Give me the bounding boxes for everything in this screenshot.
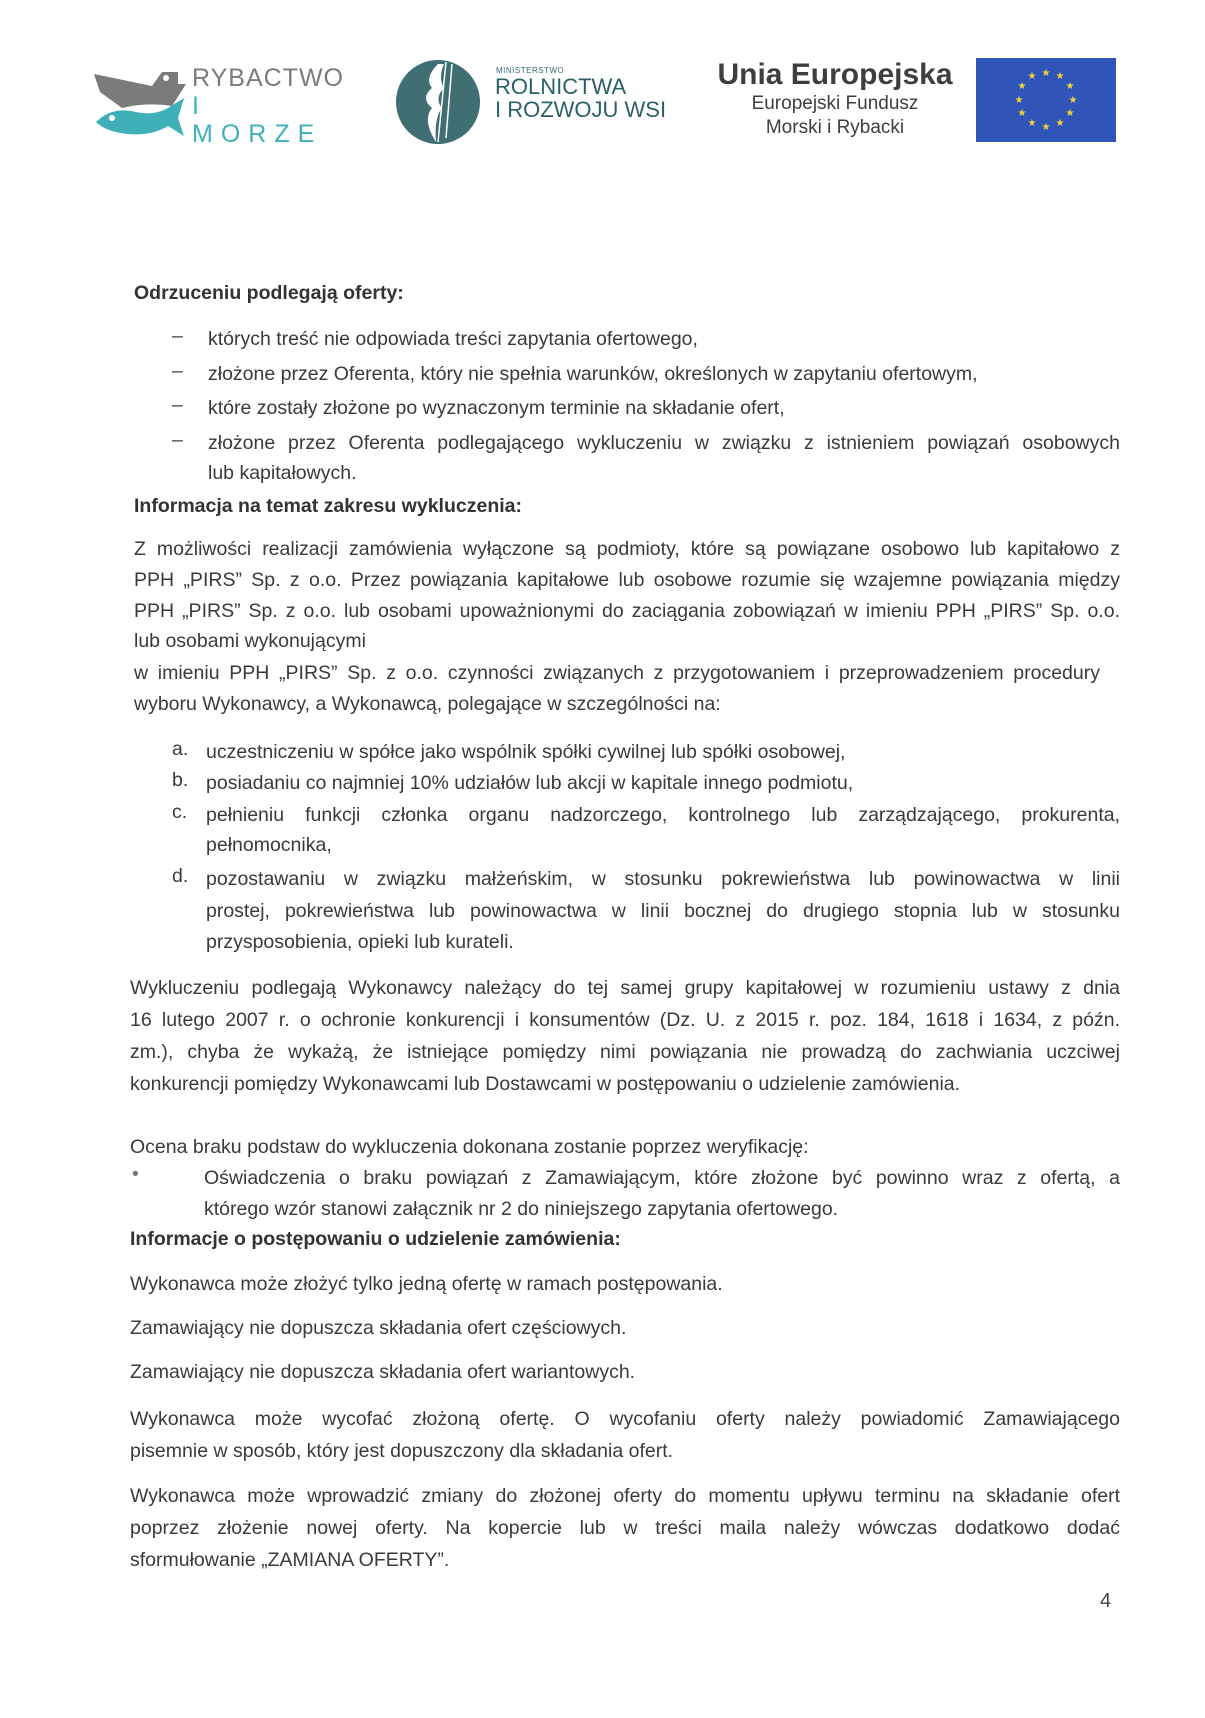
dash-marker: – [172,325,183,347]
list-marker-a: a. [172,738,189,760]
paragraph-line: sformułowanie „ZAMIANA OFERTY”. [130,1549,450,1571]
svg-text:★: ★ [1027,71,1037,82]
paragraph-line: wyboru Wykonawcy, a Wykonawcą, polegające w szczególności na: [134,693,721,715]
logo-ministerstwo-line2: I ROZWOJU WSI [495,97,667,122]
paragraph-line: 16 lutego 2007 r. o ochronie konkurencji i konsumentów (Dz. U. z 2015 r. poz. 184, 1618 i 1634, z późn. [130,1009,1120,1031]
boat-fish-icon [92,62,187,142]
svg-text:★: ★ [1014,95,1024,106]
list-item-continuation: lub kapitałowych. [208,462,357,484]
eu-flag-icon [976,58,1116,142]
svg-text:★: ★ [1055,118,1065,129]
list-item: posiadaniu co najmniej 10% udziałów lub akcji w kapitale innego podmiotu, [206,772,854,794]
list-item-continuation: przysposobienia, opieki lub kurateli. [206,931,514,953]
paragraph-line: konkurencji pomiędzy Wykonawcami lub Dostawcami w postępowaniu o udzielenie zamówienia. [130,1073,961,1095]
section-heading-odrzuceniu: Odrzuceniu podlegają oferty: [134,282,404,304]
list-item: pozostawaniu w związku małżeńskim, w stosunku pokrewieństwa lub powinowactwa w linii [206,868,1120,890]
list-item: które zostały złożone po wyznaczonym terminie na składanie ofert, [208,397,785,419]
paragraph: Wykonawca może złożyć tylko jedną ofertę w ramach postępowania. [130,1273,723,1295]
bullet-item: Oświadczenia o braku powiązań z Zamawiającym, które złożone być powinno wraz z ofertą, a [204,1167,1120,1189]
svg-text:★: ★ [1065,81,1075,92]
paragraph-line: pisemnie w sposób, który jest dopuszczony dla składania ofert. [130,1440,674,1462]
list-marker-b: b. [172,769,189,791]
paragraph-line: Wykonawca może wprowadzić zmiany do złożonej oferty do momentu upływu terminu na składanie ofert [130,1485,1120,1507]
list-item: złożone przez Oferenta podlegającego wykluczeniu w związku z istnieniem powiązań osobowych [208,432,1120,454]
paragraph-line: lub osobami wykonującymi [134,630,366,652]
list-item: pełnieniu funkcji członka organu nadzorczego, kontrolnego lub zarządzającego, prokurenta, [206,804,1120,826]
paragraph-line: zm.), chyba że wykażą, że istniejące pomiędzy nimi powiązania nie prowadzą do zachwiania uczciwej [130,1041,1120,1063]
bullet-marker: • [132,1163,139,1185]
svg-text:★: ★ [1027,118,1037,129]
logo-unia-europejska [700,58,970,140]
svg-text:★: ★ [1017,108,1027,119]
paragraph-intro: Ocena braku podstaw do wykluczenia dokonana zostanie poprzez weryfikację: [130,1136,809,1158]
paragraph-line: PPH „PIRS” Sp. z o.o. Przez powiązania kapitałowe lub osobowe rozumie się wzajemne powiązania między [134,569,1120,591]
logo-rybactwo-line1: RYBACTWO [192,64,344,92]
list-marker-d: d. [172,865,189,887]
paragraph: Zamawiający nie dopuszcza składania ofert częściowych. [130,1317,627,1339]
paragraph-line: w imieniu PPH „PIRS” Sp. z o.o. czynności związanych z przygotowaniem i przeprowadzeniem procedury [134,662,1100,684]
logo-ministerstwo-small: MINISTERSTWO [496,66,565,75]
paragraph-line: Wykluczeniu podlegają Wykonawcy należący do tej samej grupy kapitałowej w rozumieniu ustawy z dnia [130,977,1120,999]
page-number: 4 [1100,1590,1112,1612]
wheat-circle-icon [394,58,482,146]
svg-text:★: ★ [1041,68,1051,79]
logo-rybactwo-i-morze [92,62,352,148]
list-item: których treść nie odpowiada treści zapytania ofertowego, [208,328,698,350]
eu-subtitle-line2: Morski i Rybacki [765,117,905,138]
svg-text:★: ★ [1017,81,1027,92]
dash-marker: – [172,360,183,382]
logo-ministerstwo-line1: ROLNICTWA [495,74,627,99]
list-item: uczestniczeniu w spółce jako wspólnik spółki cywilnej lub spółki osobowej, [206,741,846,763]
list-item-continuation: prostej, pokrewieństwa lub powinowactwa w linii bocznej do drugiego stopnia lub w stosunku [206,900,1120,922]
eu-title: Unia Europejska [717,58,953,91]
logo-rybactwo-line2: I MORZE [192,92,323,148]
paragraph-line: Wykonawca może wycofać złożoną ofertę. O wycofaniu oferty należy powiadomić Zamawiającego [130,1408,1120,1430]
paragraph-line: poprzez złożenie nowej oferty. Na kopercie lub w treści maila należy wówczas dodatkowo dodać [130,1517,1120,1539]
svg-text:★: ★ [1065,108,1075,119]
paragraph-line: PPH „PIRS” Sp. z o.o. lub osobami upoważnionymi do zaciągania zobowiązań w imieniu PPH „PIRS” Sp. o.o. [134,600,1120,622]
section-heading-postepowanie: Informacje o postępowaniu o udzielenie zamówienia: [130,1228,621,1250]
paragraph-line: Z możliwości realizacji zamówienia wyłączone są podmioty, które są powiązane osobowo lub kapitałowo z [134,538,1120,560]
paragraph: Zamawiający nie dopuszcza składania ofert wariantowych. [130,1361,636,1383]
eu-subtitle-line1: Europejski Fundusz [751,93,919,114]
dash-marker: – [172,429,183,451]
list-marker-c: c. [172,801,188,823]
logo-ministerstwo [394,58,684,148]
bullet-item-continuation: którego wzór stanowi załącznik nr 2 do niniejszego zapytania ofertowego. [204,1198,839,1220]
list-item: złożone przez Oferenta, który nie spełnia warunków, określonych w zapytaniu ofertowym, [208,363,978,385]
svg-text:★: ★ [1041,122,1051,133]
section-heading-zakres-wykluczenia: Informacja na temat zakresu wykluczenia: [134,495,522,517]
list-item-continuation: pełnomocnika, [206,834,332,856]
svg-text:★: ★ [1055,71,1065,82]
svg-text:★: ★ [1068,95,1078,106]
dash-marker: – [172,394,183,416]
